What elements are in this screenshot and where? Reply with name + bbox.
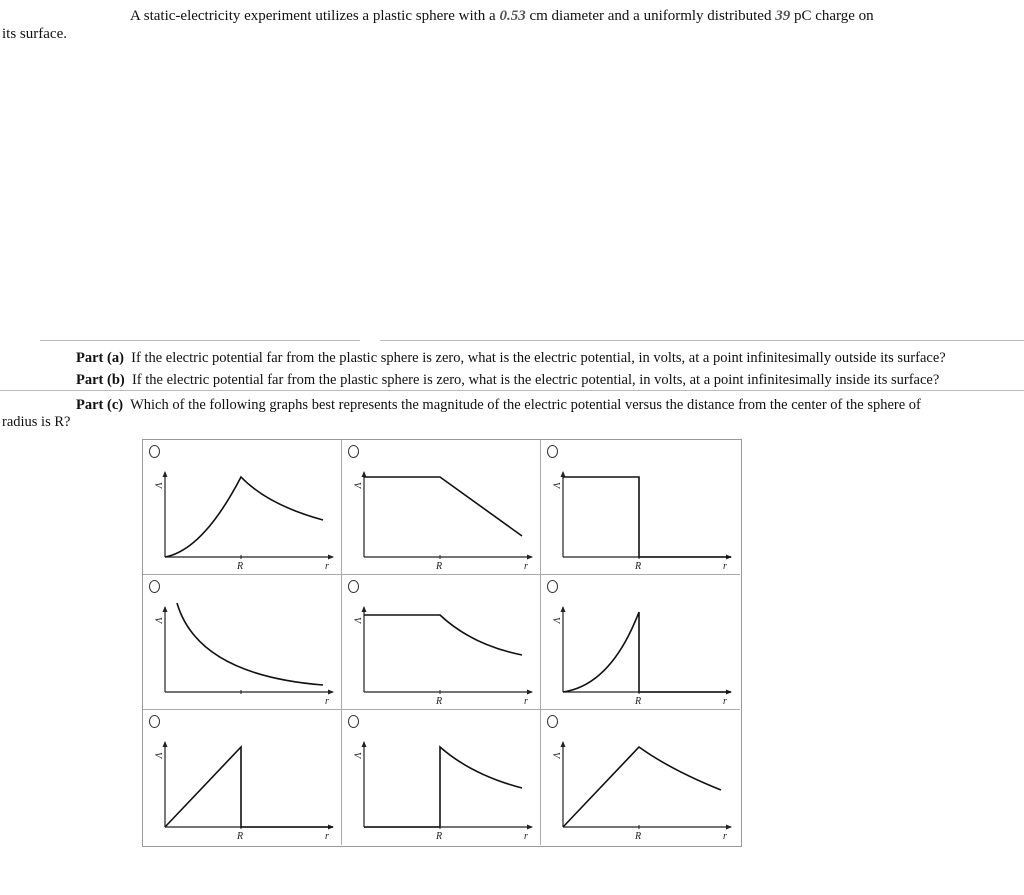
x-axis-label: r <box>524 561 528 572</box>
r-mark-label: R <box>635 831 642 842</box>
divider <box>0 390 1024 391</box>
x-axis-label: r <box>524 831 528 842</box>
y-axis-label: V <box>152 482 163 489</box>
part-c-text-continued <box>2 414 70 431</box>
potential-curve <box>440 747 522 827</box>
y-axis-arrow <box>163 606 168 612</box>
graph-option-3[interactable] <box>541 440 740 575</box>
x-axis-arrow <box>527 825 533 830</box>
y-axis-label: V <box>550 617 561 624</box>
problem-statement <box>130 8 874 25</box>
y-axis-label: V <box>152 752 163 759</box>
graph-option-6[interactable] <box>541 575 740 710</box>
graph-option-4[interactable] <box>143 575 342 710</box>
graph-plot <box>342 575 541 710</box>
part-b-text: If the electric potential far from the plastic sphere is zero, what is the electric potential, in volts, at a point infinitesimally inside its surface? <box>131 372 940 388</box>
y-axis-label: V <box>351 752 362 759</box>
part-a[interactable] <box>76 350 946 367</box>
potential-curve <box>563 747 721 827</box>
y-axis-arrow <box>362 741 367 747</box>
r-mark-label: R <box>436 561 443 572</box>
y-axis-label: V <box>351 617 362 624</box>
r-mark-label: R <box>436 696 443 707</box>
divider <box>380 340 1024 341</box>
intro-text-mid: cm diameter and a uniformly distributed <box>525 8 776 24</box>
x-axis-arrow <box>726 825 732 830</box>
part-c-text: Which of the following graphs best represents the magnitude of the electric potential versus the distance from the center of the sphere of <box>130 397 921 413</box>
part-c-cont-text: radius is R? <box>2 414 71 430</box>
y-axis-arrow <box>163 741 168 747</box>
x-axis-label: r <box>723 831 727 842</box>
part-b[interactable] <box>76 372 939 389</box>
divider <box>40 340 360 341</box>
x-axis-label: r <box>723 561 727 572</box>
potential-curve <box>177 603 323 685</box>
y-axis-arrow <box>561 471 566 477</box>
diameter-value: 0.53 <box>499 8 526 24</box>
part-c-label: Part (c) <box>76 397 124 413</box>
intro-text-pre: A static-electricity experiment utilizes a plastic sphere with a <box>130 8 500 24</box>
intro-text-post: pC charge on <box>790 8 874 24</box>
graph-option-2[interactable] <box>342 440 541 575</box>
x-axis-arrow <box>328 555 334 560</box>
problem-statement-continued: its surface. <box>2 26 67 42</box>
y-axis-label: V <box>351 482 362 489</box>
graph-plot <box>143 575 342 710</box>
graph-option-8[interactable] <box>342 710 541 845</box>
charge-value: 39 <box>775 8 791 24</box>
y-axis-label: V <box>550 752 561 759</box>
x-axis-arrow <box>328 690 334 695</box>
graph-option-1[interactable] <box>143 440 342 575</box>
graph-plot <box>143 710 342 845</box>
graph-option-9[interactable] <box>541 710 740 845</box>
part-c[interactable] <box>76 397 921 414</box>
x-axis-label: r <box>723 696 727 707</box>
x-axis-label: r <box>325 696 329 707</box>
graph-plot <box>541 575 740 710</box>
y-axis-label: V <box>152 617 163 624</box>
x-axis-label: r <box>325 831 329 842</box>
part-a-text: If the electric potential far from the plastic sphere is zero, what is the electric potential, in volts, at a point infinitesimally outside its surface? <box>131 350 946 366</box>
part-b-label: Part (b) <box>76 372 125 388</box>
y-axis-arrow <box>362 606 367 612</box>
part-a-label: Part (a) <box>76 350 124 366</box>
graph-option-5[interactable] <box>342 575 541 710</box>
x-axis-label: r <box>325 561 329 572</box>
r-mark-label: R <box>237 561 244 572</box>
graph-plot <box>541 440 740 575</box>
y-axis-arrow <box>561 606 566 612</box>
graph-plot <box>143 440 342 575</box>
x-axis-arrow <box>527 555 533 560</box>
graph-plot <box>541 710 740 845</box>
graph-plot <box>342 440 541 575</box>
y-axis-arrow <box>362 471 367 477</box>
y-axis-arrow <box>561 741 566 747</box>
potential-curve <box>563 612 731 692</box>
r-mark-label: R <box>237 831 244 842</box>
r-mark-label: R <box>436 831 443 842</box>
graph-options-grid <box>142 439 742 847</box>
y-axis-label: V <box>550 482 561 489</box>
r-mark-label: R <box>635 561 642 572</box>
graph-plot <box>342 710 541 845</box>
potential-curve <box>364 615 522 655</box>
potential-curve <box>563 477 731 557</box>
potential-curve <box>165 477 323 557</box>
x-axis-label: r <box>524 696 528 707</box>
potential-curve <box>165 747 333 827</box>
potential-curve <box>364 477 522 536</box>
y-axis-arrow <box>163 471 168 477</box>
r-mark-label: R <box>635 696 642 707</box>
graph-option-7[interactable] <box>143 710 342 845</box>
x-axis-arrow <box>527 690 533 695</box>
